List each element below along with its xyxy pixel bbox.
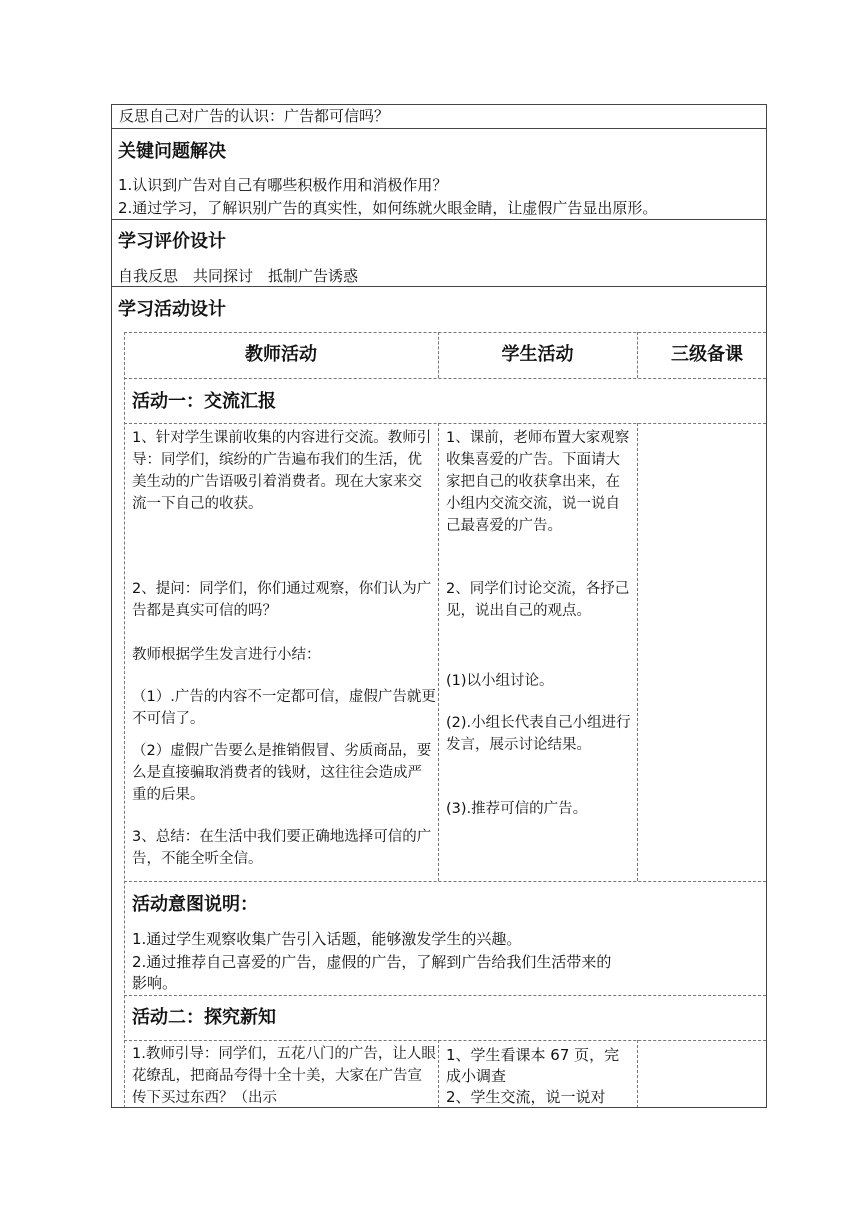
activity1-teacher-p1: 1、针对学生课前收集的内容进行交流。教师引导：同学们，缤纷的广告遍布我们的生活，优美生动的广告语吸引着消费者。现在大家来交流一下自己的收获。 xyxy=(132,430,432,512)
table-top-border xyxy=(111,104,767,105)
key-problem-heading: 关键问题解决 xyxy=(118,141,226,162)
column-header-student: 学生活动 xyxy=(501,344,574,365)
inner-row-divider xyxy=(124,423,766,424)
inner-row-divider xyxy=(124,995,766,996)
column-header-teacher: 教师活动 xyxy=(245,344,317,365)
activity1-student-p5: (3).推荐可信的广告。 xyxy=(446,801,588,817)
key-problem-item: 2.通过学习，了解识别广告的真实性，如何练就火眼金睛，让虚假广告显出原形。 xyxy=(118,199,658,217)
col-divider xyxy=(438,1040,439,1108)
activity1-teacher-p2: 2、提问：同学们，你们通过观察，你们认为广告都是真实可信的吗？ xyxy=(132,581,432,619)
activity2-student-line: 1、学生看课本 67 页，完 xyxy=(446,1046,620,1064)
activity2-teacher-text: 1.教师引导：同学们，五花八门的广告，让人眼花缭乱，把商品夸得十全十美，大家在广告宣传下买过东西？（出示 xyxy=(132,1046,436,1106)
column-header-prep: 三级备课 xyxy=(671,344,743,365)
row-divider xyxy=(111,219,767,220)
inner-table-top xyxy=(124,332,766,333)
inner-row-divider xyxy=(124,378,766,379)
table-right-border xyxy=(766,104,767,1108)
table-bottom-border xyxy=(111,1107,767,1108)
activity-design-heading: 学习活动设计 xyxy=(118,299,226,320)
reflection-text: 反思自己对广告的认识：广告都可信吗？ xyxy=(119,107,390,125)
activity2-student-line: 2、学生交流，说一说对 xyxy=(446,1088,606,1106)
inner-table-left xyxy=(124,332,125,1108)
intent-line: 影响。 xyxy=(132,974,178,992)
col-divider xyxy=(637,1040,638,1108)
intent-heading: 活动意图说明： xyxy=(132,894,258,915)
activity2-student-line: 成小调查 xyxy=(446,1067,507,1085)
activity1-teacher-p5: （2）虚假广告要么是推销假冒、劣质商品，要么是直接骗取消费者的钱财，这往往会造成严重的后果。 xyxy=(132,743,432,803)
intent-line: 1.通过学生观察收集广告引入话题，能够激发学生的兴趣。 xyxy=(132,930,522,948)
col-divider xyxy=(438,423,439,881)
activity1-student-p4: (2).小组长代表自己小组进行发言，展示讨论结果。 xyxy=(446,715,631,753)
intent-line: 2.通过推荐自己喜爱的广告，虚假的广告，了解到广告给我们生活带来的 xyxy=(132,953,612,971)
activity2-title: 活动二：探究新知 xyxy=(132,1007,276,1028)
activity1-student-p2: 2、同学们讨论交流，各抒己见，说出自己的观点。 xyxy=(446,581,630,619)
activity1-title: 活动一：交流汇报 xyxy=(132,391,276,412)
evaluation-text: 自我反思 共同探讨 抵制广告诱惑 xyxy=(118,267,359,285)
row-divider xyxy=(111,286,767,287)
table-left-border xyxy=(111,104,112,1108)
evaluation-heading: 学习评价设计 xyxy=(118,231,226,252)
activity1-teacher-p4: （1）.广告的内容不一定都可信，虚假广告就更不可信了。 xyxy=(132,689,436,727)
inner-row-divider xyxy=(124,1040,766,1041)
activity1-student-p3: (1)以小组讨论。 xyxy=(446,673,554,689)
activity1-student-p1: 1、课前，老师布置大家观察收集喜爱的广告。下面请大家把自己的收获拿出来，在小组内交流交流，说一说自己最喜爱的广告。 xyxy=(446,430,630,534)
key-problem-item: 1.认识到广告对自己有哪些积极作用和消极作用？ xyxy=(118,176,448,194)
activity1-teacher-p6: 3、总结：在生活中我们要正确地选择可信的广告，不能全听全信。 xyxy=(132,829,432,867)
row-divider xyxy=(111,128,767,129)
activity1-teacher-p3: 教师根据学生发言进行小结： xyxy=(132,647,321,663)
inner-row-divider xyxy=(124,881,766,882)
col-divider xyxy=(637,423,638,881)
